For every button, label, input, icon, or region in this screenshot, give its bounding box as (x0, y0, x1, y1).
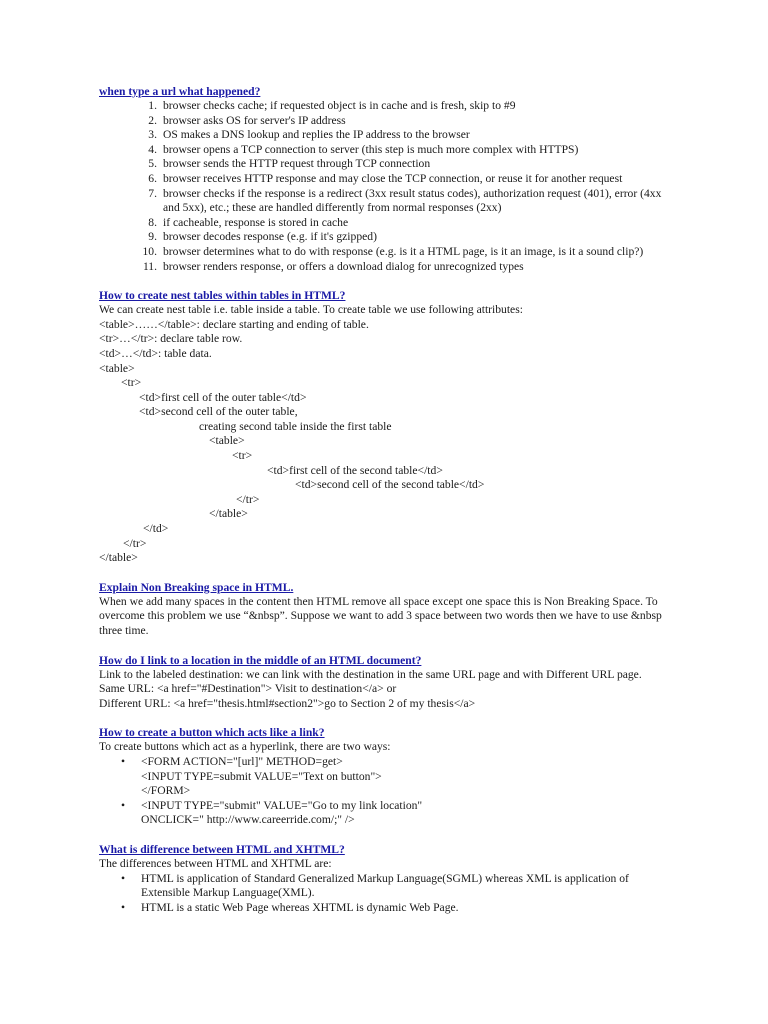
code-line: <td>second cell of the second table</td> (295, 478, 485, 492)
list-item: 7. browser checks if the response is a redirect (3xx result status codes), authorization request (401), error (4xx and 5xx), etc.; these are handled differently from normal responses (2xx) (148, 186, 662, 215)
section-title[interactable]: when type a url what happened? (99, 85, 261, 98)
bullet-list (99, 872, 679, 916)
section-title[interactable]: How do I link to a location in the middle of an HTML document? (99, 653, 422, 667)
code-line: </tr> (236, 492, 260, 506)
code-line: <table> (99, 361, 135, 375)
list-item: 2. browser asks OS for server's IP address (148, 113, 346, 127)
document-page (99, 84, 679, 929)
section-title[interactable]: How to create a button which acts like a link? (99, 726, 325, 740)
section-link-location (99, 653, 679, 712)
code-line: <td>first cell of the outer table</td> (139, 390, 307, 404)
bullet-list (99, 755, 679, 828)
text-line: <tr>…</tr>: declare table row. (99, 332, 243, 346)
code-line: Different URL: <a href="thesis.html#section2">go to Section 2 of my thesis</a> (99, 696, 476, 710)
code-line: <td>second cell of the outer table, (139, 405, 298, 419)
section-nbsp (99, 580, 679, 639)
list-item: 1. browser checks cache; if requested object is in cache and is fresh, skip to #9 (148, 99, 516, 112)
list-item: • HTML is a static Web Page whereas XHTML is dynamic Web Page. (121, 900, 459, 914)
text-line: We can create nest table i.e. table inside a table. To create table we use following attributes: (99, 303, 523, 317)
list-item: 5. browser sends the HTTP request through TCP connection (148, 157, 431, 171)
paragraph: Link to the labeled destination: we can link with the destination in the same URL page and with Different URL page. (99, 667, 642, 681)
code-line: <tr> (232, 449, 253, 463)
list-item: 9. browser decodes response (e.g. if it's gzipped) (148, 230, 377, 244)
section-title[interactable]: What is difference between HTML and XHTML? (99, 842, 345, 856)
text-line: <table>……</table>: declare starting and ending of table. (99, 317, 369, 331)
code-line: </tr> (123, 536, 147, 550)
code-line: <table> (209, 434, 245, 448)
list-item: 6. browser receives HTTP response and may close the TCP connection, or reuse it for another request (148, 171, 623, 185)
code-line: Same URL: <a href="#Destination"> Visit to destination</a> or (99, 682, 397, 696)
code-line: </table> (99, 551, 138, 565)
code-line: <td>first cell of the second table</td> (267, 463, 443, 477)
bullet-icon: • (121, 754, 126, 768)
bullet-icon: • (121, 900, 126, 914)
list-item: 11. browser renders response, or offers a download dialog for unrecognized types (142, 259, 524, 273)
list-item: • <INPUT TYPE="submit" VALUE="Go to my link location" ONCLICK=" http://www.careerride.com/;" /> (121, 798, 423, 827)
numbered-list (99, 99, 679, 274)
list-item: 8. if cacheable, response is stored in cache (148, 215, 349, 229)
list-item: 4. browser opens a TCP connection to server (this step is much more complex with HTTPS) (148, 142, 579, 156)
section-html-xhtml (99, 842, 679, 915)
list-item: • HTML is application of Standard Generalized Markup Language(SGML) whereas XML is application of Extensible Markup Language(XML). (121, 871, 629, 900)
text-line: <td>…</td>: table data. (99, 346, 212, 360)
code-line: </table> (209, 507, 248, 521)
list-item: 3. OS makes a DNS lookup and replies the IP address to the browser (148, 128, 470, 142)
code-line: creating second table inside the first table (199, 419, 392, 433)
section-button-link (99, 725, 679, 828)
code-line: </td> (143, 522, 169, 536)
bullet-icon: • (121, 871, 126, 885)
section-nest-tables (99, 288, 679, 566)
section-title[interactable]: How to create nest tables within tables in HTML? (99, 289, 346, 303)
bullet-icon: • (121, 798, 126, 812)
paragraph: When we add many spaces in the content then HTML remove all space except one space this is Non Breaking Space. To overcome this problem we use “&nbsp”. Suppose we want to add 3 space between two words then we have to use &nbsp three time. (99, 594, 662, 637)
section-title[interactable]: Explain Non Breaking space in HTML. (99, 580, 294, 594)
code-line: <tr> (121, 376, 142, 390)
paragraph: The differences between HTML and XHTML are: (99, 856, 332, 870)
list-item: • <FORM ACTION="[url]" METHOD=get> <INPUT TYPE=submit VALUE="Text on button"> </FORM> (121, 754, 382, 798)
section-url (99, 84, 679, 274)
paragraph: To create buttons which act as a hyperlink, there are two ways: (99, 740, 391, 754)
list-item: 10. browser determines what to do with response (e.g. is it a HTML page, is it an image, is it a sound clip?) (142, 244, 644, 258)
